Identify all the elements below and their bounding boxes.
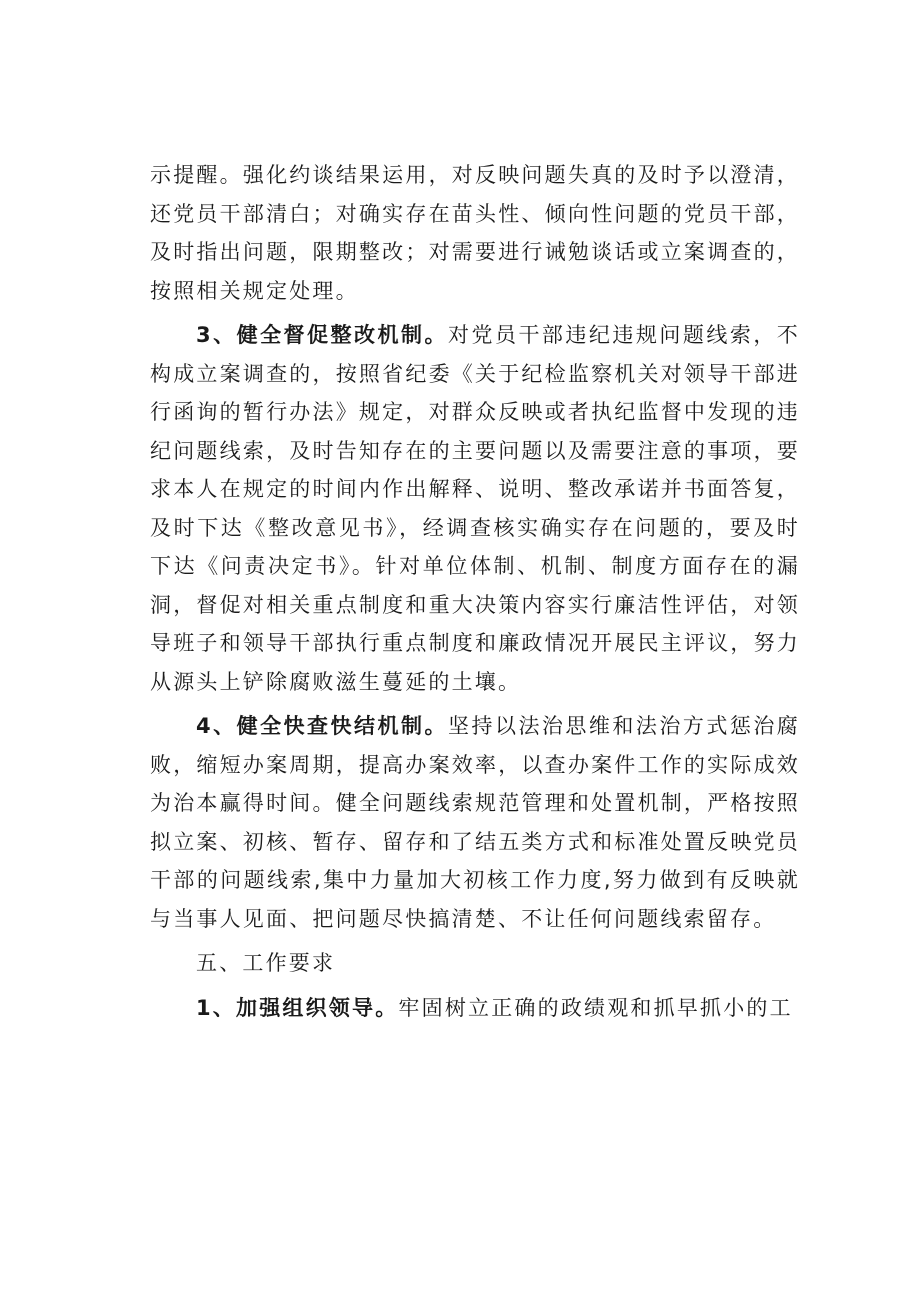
paragraph-continuation — [150, 156, 800, 310]
paragraph-text: 坚持以法治思维和法治方式惩治腐败，缩短办案周期，提高办案效率，以查办案件工作的实际成效为治本赢得时间。健全问题线索规范管理和处置机制，严格按照拟立案、初核、暂存、留存和了结五类方式和标准处置反映党员干部的问题线索,集中力量加大初核工作力度,努力做到有反映就与当事人见面、把问题尽快搞清楚、不让任何问题线索留存。 — [150, 714, 801, 931]
paragraph-text: 牢固树立正确的政绩观和抓早抓小的工 — [398, 995, 793, 1020]
paragraph-text: 对党员干部违纪违规问题线索，不构成立案调查的，按照省纪委《关于纪检监察机关对领导干部进行函询的暂行办法》规定，对群众反映或者执纪监督中发现的违纪问题线索，及时告知存在的主要问题以及需要注意的事项，要求本人在规定的时间内作出解释、说明、整改承诺并书面答复，及时下达《整改意见书》，经调查核实确实存在问题的，要及时下达《问责决定书》。针对单位体制、机制、制度方面存在的漏洞，督促对相关重点制度和重大决策内容实行廉洁性评估，对领导班子和领导干部执行重点制度和廉政情况开展民主评议，努力从源头上铲除腐败滋生蔓延的土壤。 — [150, 323, 801, 694]
paragraph-lead: 3、健全督促整改机制。 — [196, 323, 448, 347]
paragraph-lead: 4、健全快查快结机制。 — [196, 714, 448, 738]
paragraph-organization-leadership — [150, 989, 800, 1028]
section-heading: 五、工作要求 — [196, 951, 336, 975]
paragraph-lead: 1、加强组织领导。 — [196, 995, 399, 1020]
paragraph-quick-investigation — [150, 707, 800, 938]
paragraph-supervise-rectification — [150, 316, 800, 701]
paragraph-text: 示提醒。强化约谈结果运用，对反映问题失真的及时予以澄清，还党员干部清白；对确实存在苗头性、倾向性问题的党员干部，及时指出问题，限期整改；对需要进行诫勉谈话或立案调查的，按照相关规定处理。 — [150, 163, 800, 303]
document-page — [150, 156, 800, 1033]
